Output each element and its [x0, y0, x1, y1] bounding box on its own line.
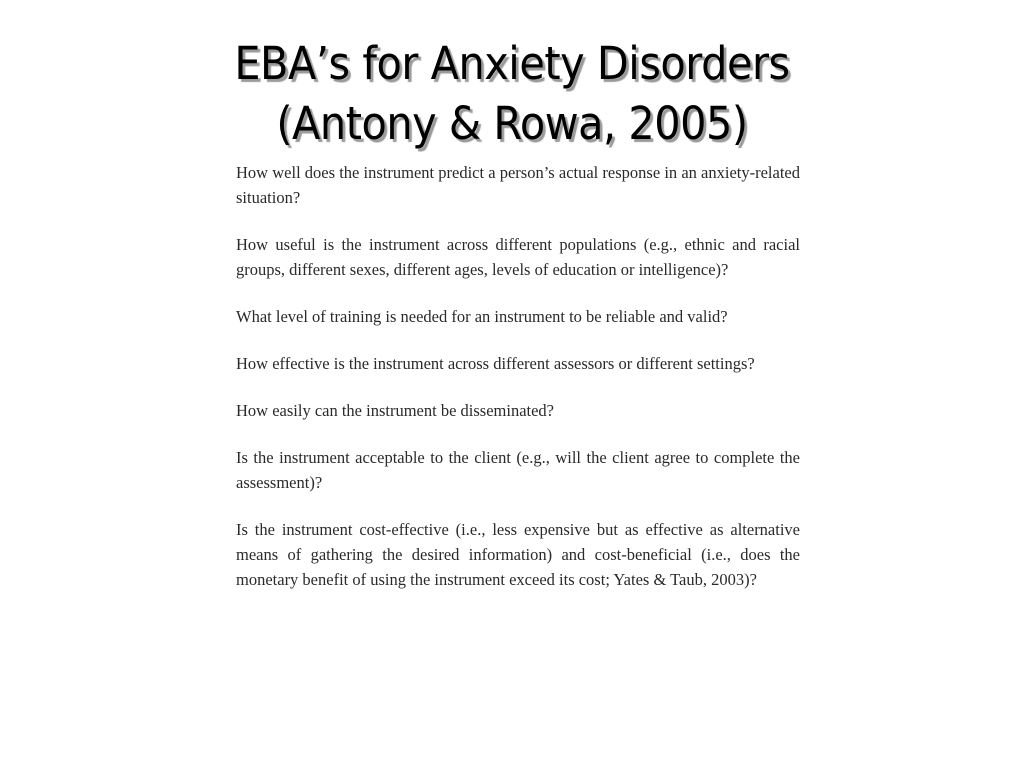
slide-title	[41, 34, 983, 154]
question-paragraph: Is the instrument cost-effective (i.e., less expensive but as effective as alternative means of gathering the desired information) and cost-beneficial (i.e., does the monetary benefit of using the instrument exceed its cost; Yates & Taub, 2003)?	[236, 520, 800, 589]
question-paragraph: How easily can the instrument be disseminated?	[236, 401, 554, 420]
question-paragraph: How effective is the instrument across different assessors or different settings?	[236, 354, 755, 373]
slide-title-line-1: EBA’s for Anxiety Disorders	[234, 37, 790, 90]
question-paragraph: How well does the instrument predict a person’s actual response in an anxiety-related situation?	[236, 163, 800, 207]
slide-title-line-2: (Antony & Rowa, 2005)	[276, 97, 748, 150]
question-paragraph: How useful is the instrument across different populations (e.g., ethnic and racial groups, different sexes, different ages, levels of education or intelligence)?	[236, 235, 800, 279]
question-paragraph: What level of training is needed for an instrument to be reliable and valid?	[236, 307, 728, 326]
question-list	[236, 160, 800, 614]
question-paragraph: Is the instrument acceptable to the client (e.g., will the client agree to complete the assessment)?	[236, 448, 800, 492]
